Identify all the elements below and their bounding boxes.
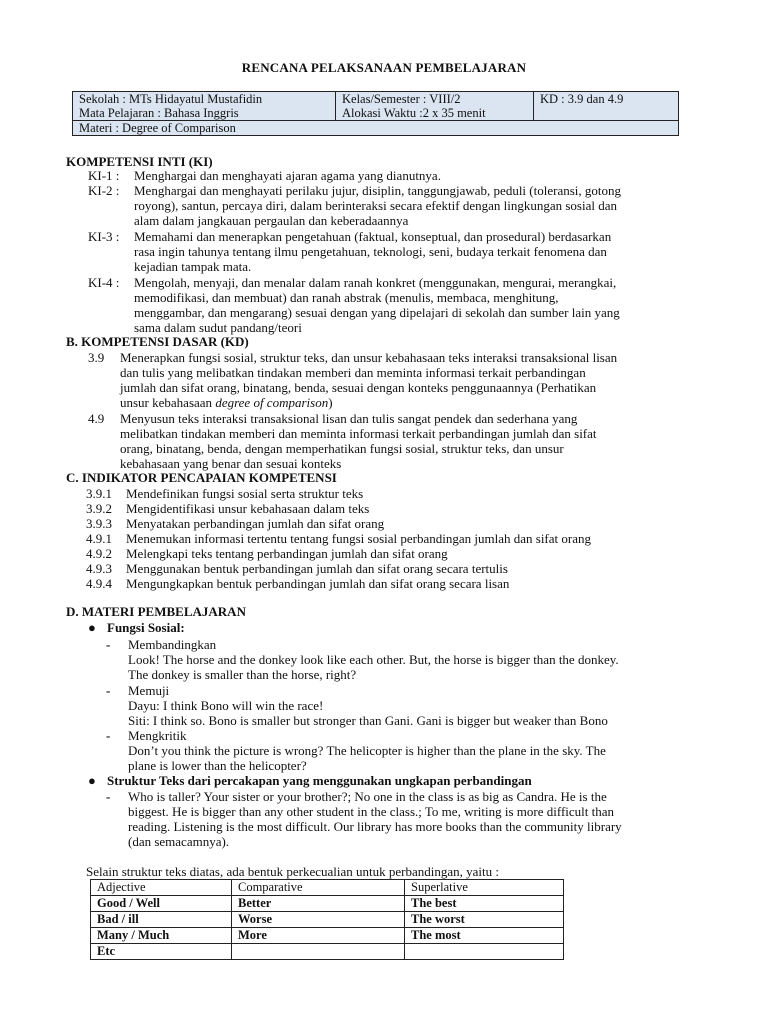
table-cell xyxy=(232,944,405,960)
bullet-icon: ● xyxy=(88,620,96,635)
ipk-row xyxy=(86,576,509,591)
ipk-code: 4.9.1 xyxy=(86,531,112,546)
dash-icon: - xyxy=(106,637,111,652)
ipk-row xyxy=(86,501,369,516)
kd-heading: B. KOMPETENSI DASAR (KD) xyxy=(66,334,249,349)
mapel-text: Mata Pelajaran : Bahasa Inggris xyxy=(79,106,239,120)
ipk-code: 4.9.4 xyxy=(86,576,112,591)
info-table xyxy=(72,91,679,136)
materi-line: Siti: I think so. Bono is smaller but stronger than Gani. Gani is bigger but weaker than Bono xyxy=(128,713,608,728)
kd-text xyxy=(120,411,700,471)
ki-line: kejadian tampak mata. xyxy=(134,259,252,274)
ipk-text: Menemukan informasi tertentu tentang fungsi sosial perbandingan jumlah dan sifat orang xyxy=(126,531,591,546)
materi-line: (dan semacamnya). xyxy=(128,834,230,849)
membandingkan-text xyxy=(128,652,703,682)
ipk-row xyxy=(86,486,363,501)
table-cell: Etc xyxy=(91,944,232,960)
materi-line: plane is lower than the helicopter? xyxy=(128,758,307,773)
ki-line: Memahami dan menerapkan pengetahuan (faktual, konseptual, dan prosedural) berdasarkan xyxy=(134,229,612,244)
ipk-code: 4.9.2 xyxy=(86,546,112,561)
ipk-text: Melengkapi teks tentang perbandingan jumlah dan sifat orang xyxy=(126,546,448,561)
table-cell: Bad / ill xyxy=(91,912,232,928)
table-header-row xyxy=(91,880,564,896)
dash-icon: - xyxy=(106,789,111,804)
table-row xyxy=(91,928,564,944)
dash-icon: - xyxy=(106,728,111,743)
table-cell: Better xyxy=(232,896,405,912)
ki-code: KI-3 : xyxy=(88,229,120,244)
table-row xyxy=(91,912,564,928)
materi-line: The donkey is smaller than the horse, right? xyxy=(128,667,357,682)
ipk-row xyxy=(86,531,591,546)
ipk-code: 3.9.1 xyxy=(86,486,112,501)
materi-cell xyxy=(73,121,679,136)
kd-line: orang, binatang, benda, dengan memperhatikan fungsi sosial, struktur teks, dan unsur xyxy=(120,441,564,456)
ipk-code: 3.9.2 xyxy=(86,501,112,516)
table-cell: Good / Well xyxy=(91,896,232,912)
ki-text xyxy=(134,183,674,228)
sekolah-cell xyxy=(73,92,336,107)
bullet-icon: ● xyxy=(88,773,96,788)
table-cell: The worst xyxy=(405,912,564,928)
memuji-text xyxy=(128,698,703,728)
ki-line: rasa ingin tahunya tentang ilmu pengetahuan, teknologi, seni, budaya terkait fenomena dan xyxy=(134,244,607,259)
alokasi-cell xyxy=(336,106,534,121)
ipk-row xyxy=(86,561,508,576)
document-title: RENCANA PELAKSANAAN PEMBELAJARAN xyxy=(241,60,527,75)
table-cell: Many / Much xyxy=(91,928,232,944)
struktur-text xyxy=(128,789,703,849)
kd-line: Menyusun teks interaksi transaksional lisan dan tulis sangat pendek dan sederhana yang xyxy=(120,411,578,426)
materi-line: Who is taller? Your sister or your brother?; No one in the class is as big as Candra. He is the xyxy=(128,789,607,804)
ipk-heading: C. INDIKATOR PENCAPAIAN KOMPETENSI xyxy=(66,470,337,485)
mengkritik-text xyxy=(128,743,703,773)
kd-cell xyxy=(534,92,679,121)
kelas-text: Kelas/Semester : VIII/2 xyxy=(342,92,461,106)
ipk-text: Mendefinikan fungsi sosial serta struktur teks xyxy=(126,486,364,501)
ki-text xyxy=(134,229,674,274)
table-header: Adjective xyxy=(91,880,232,896)
ki-code: KI-2 : xyxy=(88,183,120,198)
membandingkan-label: Membandingkan xyxy=(128,637,217,652)
ipk-row xyxy=(86,516,384,531)
materi-line: reading. Listening is the most difficult. Our library has more books than the community library xyxy=(128,819,622,834)
materi-heading: D. MATERI PEMBELAJARAN xyxy=(66,604,246,619)
table-row xyxy=(91,944,564,960)
kd-line: dan tulis yang melibatkan tindakan memberi dan meminta informasi terkait perbandingan xyxy=(120,365,586,380)
table-cell: The best xyxy=(405,896,564,912)
kd-line: jumlah dan sifat orang, binatang, benda, sesuai dengan konteks penggunaannya (Perhatikan xyxy=(120,380,597,395)
materi-line: Don’t you think the picture is wrong? The helicopter is higher than the plane in the sky. The xyxy=(128,743,606,758)
ki-code: KI-4 : xyxy=(88,275,120,290)
ipk-text: Mengungkapkan bentuk perbandingan jumlah dan sifat orang secara lisan xyxy=(126,576,510,591)
sekolah-text: Sekolah : MTs Hidayatul Mustafidin xyxy=(79,92,263,106)
memuji-label: Memuji xyxy=(128,683,170,698)
kd-line: kebahasaan yang benar dan sesuai konteks xyxy=(120,456,342,471)
adjective-table xyxy=(90,879,564,960)
table-cell: The most xyxy=(405,928,564,944)
table-row xyxy=(91,896,564,912)
table-header: Comparative xyxy=(232,880,405,896)
table-header: Superlative xyxy=(405,880,564,896)
selain-text: Selain struktur teks diatas, ada bentuk perkecualian untuk perbandingan, yaitu : xyxy=(86,864,499,879)
ki-text xyxy=(134,168,674,183)
materi-line: Look! The horse and the donkey look like each other. But, the horse is bigger than the donkey. xyxy=(128,652,619,667)
materi-line: biggest. He is bigger than any other student in the class.; To me, writing is more difficult than xyxy=(128,804,615,819)
ki-line: alam dalam jangkauan pergaulan dan keberadaannya xyxy=(134,213,409,228)
ipk-text: Mengidentifikasi unsur kebahasaan dalam teks xyxy=(126,501,370,516)
table-cell xyxy=(405,944,564,960)
ki-line: Menghargai dan menghayati perilaku jujur, disiplin, tanggungjawab, peduli (toleransi, gotong xyxy=(134,183,621,198)
ipk-text: Menggunakan bentuk perbandingan jumlah dan sifat orang secara tertulis xyxy=(126,561,508,576)
kd-text: KD : 3.9 dan 4.9 xyxy=(540,92,624,106)
ki-line: Mengolah, menyaji, dan menalar dalam ranah konkret (menggunakan, mengurai, merangkai, xyxy=(134,275,617,290)
struktur-heading: Struktur Teks dari percakapan yang menggunakan ungkapan perbandingan xyxy=(107,773,532,788)
alokasi-text: Alokasi Waktu :2 x 35 menit xyxy=(342,106,486,120)
dash-icon: - xyxy=(106,683,111,698)
mapel-cell xyxy=(73,106,336,121)
materi-text: Materi : Degree of Comparison xyxy=(79,121,236,135)
ki-line: royong), santun, percaya diri, dalam berinteraksi secara efektif dengan lingkungan sosial dan xyxy=(134,198,617,213)
mengkritik-label: Mengkritik xyxy=(128,728,187,743)
ki-line: sama dalam sudut pandang/teori xyxy=(134,320,302,335)
ipk-text: Menyatakan perbandingan jumlah dan sifat orang xyxy=(126,516,385,531)
ki-line: Menghargai dan menghayati ajaran agama yang dianutnya. xyxy=(134,168,441,183)
kd-code: 4.9 xyxy=(88,411,105,426)
ki-code: KI-1 : xyxy=(88,168,120,183)
kd-line: Menerapkan fungsi sosial, struktur teks, dan unsur kebahasaan teks interaksi transaksional lisan xyxy=(120,350,618,365)
ki-line: menggambar, dan mengarang) sesuai dengan yang dipelajari di sekolah dan sumber lain yang xyxy=(134,305,620,320)
kd-line: melibatkan tindakan memberi dan meminta informasi terkait perbandingan jumlah dan sifat xyxy=(120,426,597,441)
materi-line: Dayu: I think Bono will win the race! xyxy=(128,698,324,713)
kd-line-post: ) xyxy=(328,395,333,410)
ki-text xyxy=(134,275,674,335)
kd-text xyxy=(120,350,700,410)
kd-line-italic: degree of comparison xyxy=(215,395,329,410)
kd-code: 3.9 xyxy=(88,350,105,365)
kd-line xyxy=(120,395,700,410)
fungsi-heading: Fungsi Sosial: xyxy=(107,620,185,635)
kelas-cell xyxy=(336,92,534,107)
kd-line-pre: unsur kebahasaan xyxy=(120,395,216,410)
ipk-row xyxy=(86,546,448,561)
ki-heading: KOMPETENSI INTI (KI) xyxy=(66,154,213,169)
table-cell: Worse xyxy=(232,912,405,928)
table-cell: More xyxy=(232,928,405,944)
ki-line: memodifikasi, dan membuat) dan ranah abstrak (menulis, membaca, menghitung, xyxy=(134,290,559,305)
ipk-code: 3.9.3 xyxy=(86,516,112,531)
ipk-code: 4.9.3 xyxy=(86,561,112,576)
